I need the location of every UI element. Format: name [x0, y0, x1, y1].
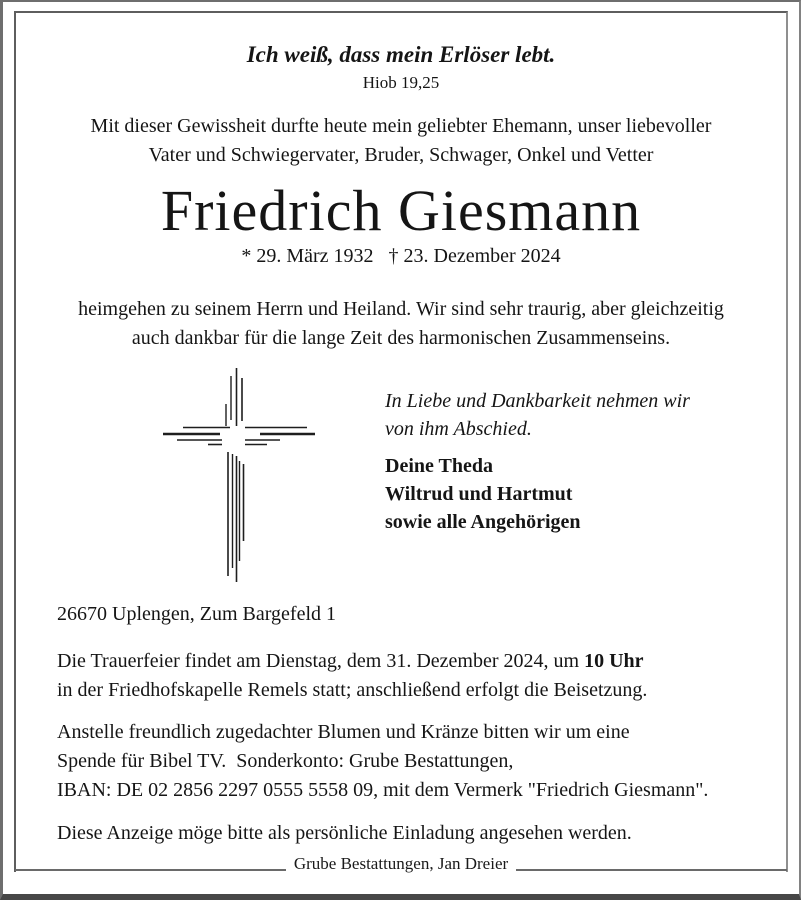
- mourner-line-2: Wiltrud und Hartmut: [385, 483, 573, 505]
- scripture-quote: Ich weiß, dass mein Erlöser lebt.: [246, 42, 556, 67]
- footer-rule-left: [15, 869, 286, 871]
- intro-paragraph: [17, 112, 785, 170]
- closing-text: [385, 364, 690, 536]
- donation-line-2: Spende für Bibel TV. Sonderkonto: Grube Bestattungen,: [57, 750, 514, 772]
- deceased-name: Friedrich Giesmann: [160, 178, 642, 243]
- farewell-line-1: In Liebe und Dankbarkeit nehmen wir: [385, 390, 690, 412]
- cross-icon: [160, 364, 330, 594]
- funeral-line-1-text: Die Trauerfeier findet am Dienstag, dem 31. Dezember 2024, um: [57, 650, 585, 672]
- notice-content: [17, 13, 785, 848]
- address-line: 26670 Uplengen, Zum Bargefeld 1: [57, 603, 337, 625]
- farewell-paragraph: [385, 387, 690, 443]
- invitation-line: Diese Anzeige möge bitte als persönliche Einladung angesehen werden.: [57, 822, 632, 844]
- footer-rule-right: [516, 869, 787, 871]
- funeral-line-1: [57, 647, 785, 676]
- intro-line-2: Vater und Schwiegervater, Bruder, Schwager, Onkel und Vetter: [148, 144, 654, 166]
- funeral-time: 10 Uhr: [584, 650, 644, 672]
- closing-section: [17, 364, 785, 592]
- funeral-paragraph: [57, 647, 785, 705]
- life-dates: * 29. März 1932 † 23. Dezember 2024: [241, 245, 561, 267]
- mourners-list: [385, 452, 690, 536]
- footer: [15, 853, 787, 875]
- donation-paragraph: [57, 718, 785, 805]
- mourner-line-3: sowie alle Angehörigen: [385, 511, 581, 533]
- donation-line-3: IBAN: DE 02 2856 2297 0555 5558 09, mit dem Vermerk "Friedrich Giesmann".: [57, 779, 709, 801]
- funeral-home-signature: Grube Bestattungen, Jan Dreier: [293, 854, 509, 873]
- body-line-1: heimgehen zu seinem Herrn und Heiland. Wir sind sehr traurig, aber gleichzeitig: [78, 298, 724, 320]
- mourner-line-1: Deine Theda: [385, 455, 493, 477]
- intro-line-1: Mit dieser Gewissheit durfte heute mein geliebter Ehemann, unser liebevoller: [90, 115, 712, 137]
- farewell-line-2: von ihm Abschied.: [385, 418, 532, 440]
- donation-line-1: Anstelle freundlich zugedachter Blumen und Kränze bitten wir um eine: [57, 721, 630, 743]
- funeral-line-2: in der Friedhofskapelle Remels statt; anschließend erfolgt die Beisetzung.: [57, 679, 648, 701]
- body-paragraph: [17, 295, 785, 353]
- scripture-source: Hiob 19,25: [362, 73, 440, 92]
- body-line-2: auch dankbar für die lange Zeit des harmonischen Zusammenseins.: [131, 327, 671, 349]
